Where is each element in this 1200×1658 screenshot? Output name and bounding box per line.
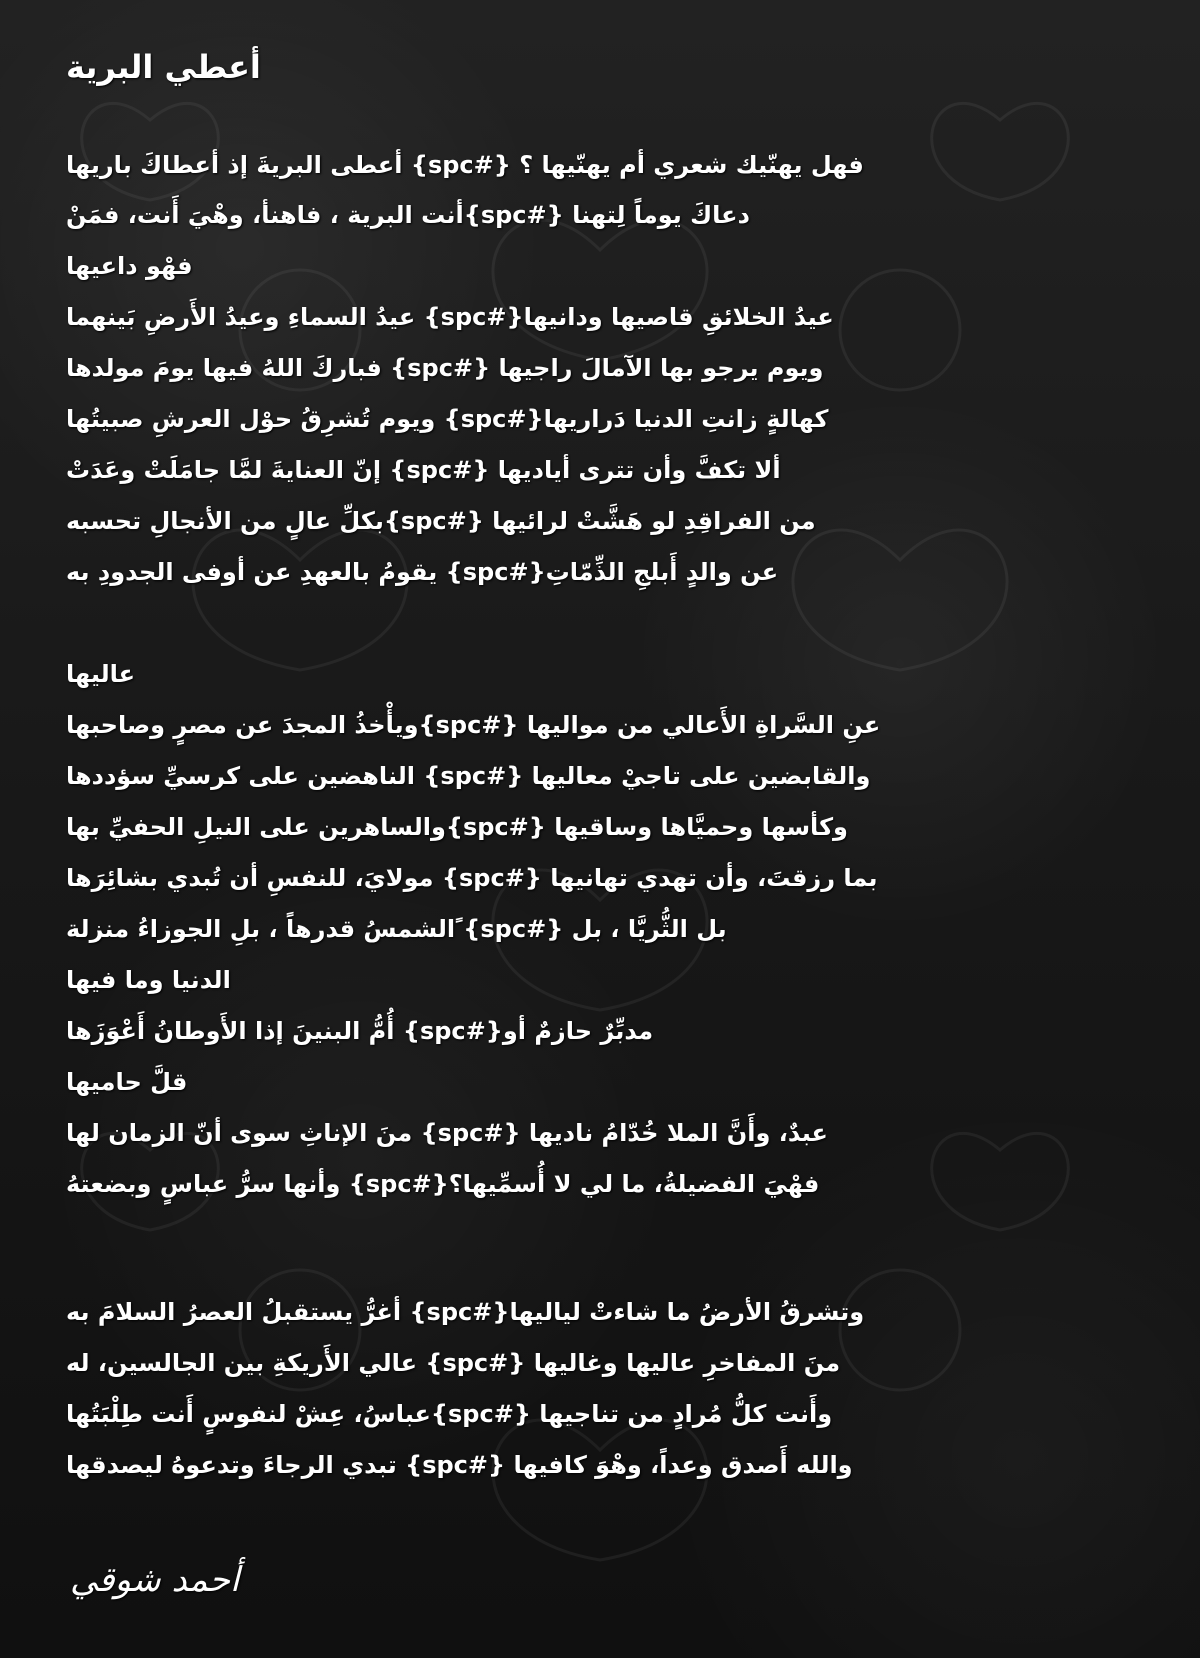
poem-line: فهْو داعيها (66, 252, 193, 280)
poem-line: عبدٌ، وأَنَّ الملا خُدّامُ ناديها {#spc} منَ الإناثِ سوى أنّ الزمان لها (66, 1119, 828, 1147)
poem-line: عاليها (66, 660, 136, 688)
poem-line: منَ المفاخرِ عاليها وغاليها {#spc} عالي الأَريكةِ بين الجالسين، له (66, 1349, 841, 1377)
poem-line: فهل يهنّيك شعري أم يهنّيها ؟ {#spc} أعطى البريةَ إذ أعطاكَ باريها (66, 151, 864, 179)
author-signature: أحمد شوقي (70, 1560, 240, 1600)
poem-line: فهْيَ الفضيلةُ، ما لي لا أُسمِّيها؟{#spc} وأنها سرُّ عباسٍ وبضعتهُ (66, 1170, 820, 1198)
poem-line: عن والدٍ أَبلجِ الذِّمّاتِ{#spc} يقومُ بالعهدِ عن أوفى الجدودِ به (66, 558, 779, 586)
poem-line: وكأسها وحميَّاها وساقيها {#spc}والساهرين على النيلِ الحفيِّ بها (66, 813, 848, 841)
poem-title: أعطي البرية (66, 48, 261, 86)
poem-line: ويوم يرجو بها الآمالَ راجيها {#spc} فباركَ اللهُ فيها يومَ مولدها (66, 354, 824, 382)
poem-line: بل الثُّريَّا ، بل {#spc} ًالشمسُ قدرهاً ، بلِ الجوزاءُ منزلة (66, 915, 727, 943)
poem-line: والقابضين على تاجيْ معاليها {#spc} الناهضين على كرسيِّ سؤددها (66, 762, 871, 790)
poem-line: وتشرقُ الأرضُ ما شاءتْ لياليها{#spc} أغرُّ يستقبلُ العصرُ السلامَ به (66, 1298, 865, 1326)
poem-line: ألا تكفَّ وأن تترى أياديها {#spc} إنّ العنايةَ لمَّا جامَلَتْ وعَدَتْ (66, 456, 781, 484)
poem-line: عيدُ الخلائقِ قاصيها ودانيها{#spc} عيدُ السماءِ وعيدُ الأَرضِ بَينهما (66, 303, 834, 331)
poem-line: مدبِّرٌ حازمٌ أو{#spc} أُمُّ البنينَ إذا الأَوطانُ أَعْوَزَها (66, 1017, 654, 1045)
poem-line: كهالةٍ زانتِ الدنيا دَراريها{#spc} ويوم تُشرِقُ حوْل العرشِ صبيتُها (66, 405, 829, 433)
poem-line: والله أَصدق وعداً، وهْوَ كافيها {#spc} تبدي الرجاءَ وتدعوهُ ليصدقها (66, 1451, 853, 1479)
poem-line: قلَّ حاميها (66, 1068, 188, 1096)
poem-line: وأَنت كلُّ مُرادٍ من تناجيها {#spc}عباسُ، عِشْ لنفوسٍ أَنت طِلْبَتُها (66, 1400, 833, 1428)
poem-line: عنِ السَّراةِ الأَعالي من مواليها {#spc}ويأْخذُ المجدَ عن مصرٍ وصاحبها (66, 711, 881, 739)
poem-line: بما رزقتَ، وأن تهدي تهانيها {#spc} مولايَ، للنفسِ أن تُبدي بشائِرَها (66, 864, 878, 892)
poem-line: دعاكَ يوماً لِتهنا {#spc}أنت البرية ، فاهنأ، وهْيَ أَنت، فمَنْ (66, 201, 750, 229)
poem-line: من الفراقِدِ لو هَشَّتْ لرائيها {#spc}بكلِّ عالٍ من الأنجالِ تحسبه (66, 507, 816, 535)
poem-line: الدنيا وما فيها (66, 966, 231, 994)
